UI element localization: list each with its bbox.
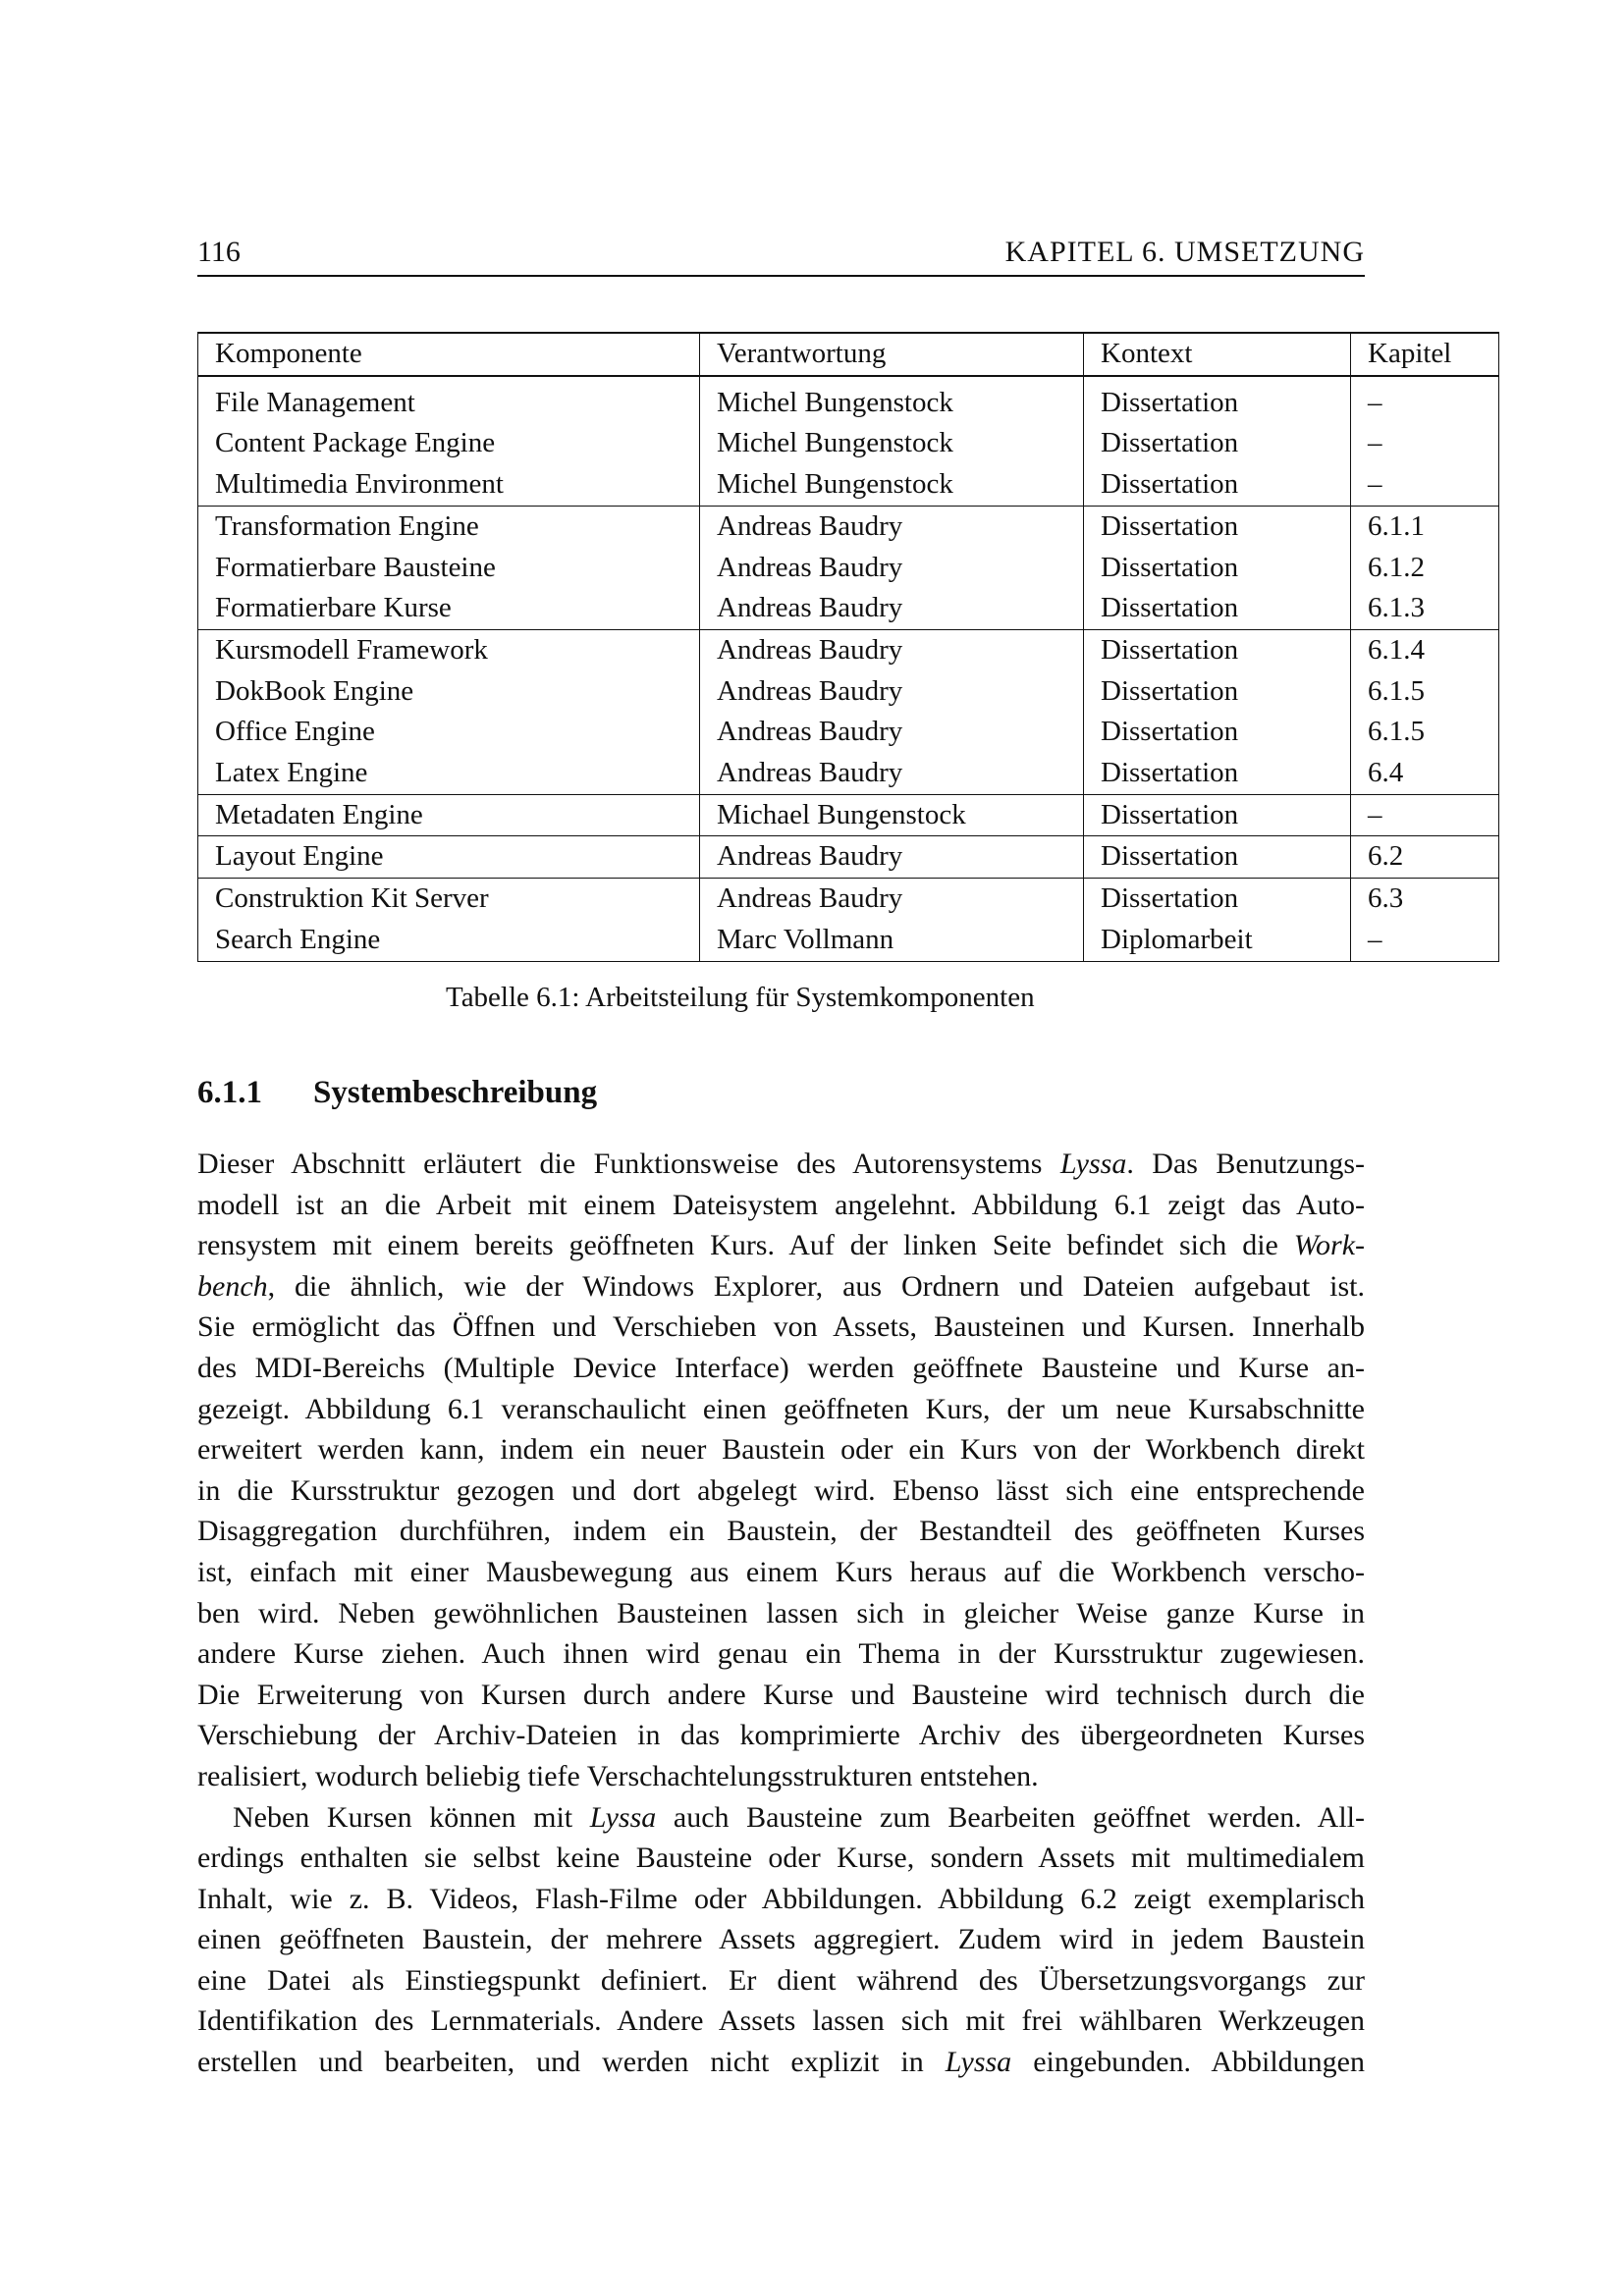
- text-line: ist, einfach mit einer Mausbewegung aus einem Kurs heraus auf die Workbench verscho-: [197, 1555, 1365, 1588]
- table-cell: Dissertation: [1084, 464, 1351, 506]
- section-number: 6.1.1: [197, 1075, 262, 1110]
- table-row: [198, 423, 1499, 464]
- table-cell: 6.1.4: [1351, 629, 1499, 670]
- table-cell: Andreas Baudry: [700, 879, 1084, 920]
- table-cell: Dissertation: [1084, 423, 1351, 464]
- table-cell: 6.2: [1351, 836, 1499, 879]
- table-cell: 6.1.1: [1351, 506, 1499, 547]
- table-cell: Michel Bungenstock: [700, 376, 1084, 424]
- text-line: eine Datei als Einstiegspunkt definiert. Er dient während des Übersetzungsvorgangs zur: [197, 1963, 1365, 1997]
- table-cell: 6.1.5: [1351, 712, 1499, 753]
- table-cell: Dissertation: [1084, 794, 1351, 836]
- column-header: Kontext: [1084, 333, 1351, 376]
- table-cell: Kursmodell Framework: [198, 629, 700, 670]
- table-cell: –: [1351, 794, 1499, 836]
- table-cell: DokBook Engine: [198, 671, 700, 713]
- table-cell: Search Engine: [198, 920, 700, 961]
- table-cell: –: [1351, 376, 1499, 424]
- table-cell: Andreas Baudry: [700, 588, 1084, 629]
- table-row: [198, 506, 1499, 547]
- table-cell: Andreas Baudry: [700, 671, 1084, 713]
- table-cell: Andreas Baudry: [700, 629, 1084, 670]
- table-cell: Construktion Kit Server: [198, 879, 700, 920]
- table-cell: Transformation Engine: [198, 506, 700, 547]
- table-cell: Dissertation: [1084, 629, 1351, 670]
- text-line: des MDI-Bereichs (Multiple Device Interface) werden geöffnete Bausteine und Kurse an-: [197, 1351, 1365, 1384]
- paragraph: [197, 1144, 1365, 1797]
- components-table: [197, 332, 1499, 962]
- column-header: Komponente: [198, 333, 700, 376]
- table-cell: Michael Bungenstock: [700, 794, 1084, 836]
- table-cell: Dissertation: [1084, 671, 1351, 713]
- text-line: erdings enthalten sie selbst keine Bausteine oder Kurse, sondern Assets mit multimedialem: [197, 1842, 1365, 1875]
- table-row: [198, 712, 1499, 753]
- table-cell: Andreas Baudry: [700, 506, 1084, 547]
- text-line: gezeigt. Abbildung 6.1 veranschaulicht einen geöffneten Kurs, der um neue Kursabschnitte: [197, 1392, 1365, 1425]
- table-cell: Michel Bungenstock: [700, 464, 1084, 506]
- table-cell: Dissertation: [1084, 879, 1351, 920]
- table-row: [198, 836, 1499, 879]
- text-line: Neben Kursen können mit Lyssa auch Bausteine zum Bearbeiten geöffnet werden. All-: [233, 1800, 1366, 1834]
- table-cell: Latex Engine: [198, 753, 700, 794]
- table-cell: 6.1.3: [1351, 588, 1499, 629]
- table-cell: Michel Bungenstock: [700, 423, 1084, 464]
- text-line: Disaggregation durchführen, indem ein Baustein, der Bestandteil des geöffneten Kurses: [197, 1515, 1365, 1548]
- text-line: Verschiebung der Archiv-Dateien in das komprimierte Archiv des übergeordneten Kurses: [197, 1719, 1365, 1752]
- table-cell: Andreas Baudry: [700, 712, 1084, 753]
- table-cell: Marc Vollmann: [700, 920, 1084, 961]
- table-row: [198, 671, 1499, 713]
- text-line: erweitert werden kann, indem ein neuer Baustein oder ein Kurs von der Workbench direkt: [197, 1433, 1365, 1467]
- column-header: Verantwortung: [700, 333, 1084, 376]
- table-cell: Metadaten Engine: [198, 794, 700, 836]
- table-cell: 6.1.5: [1351, 671, 1499, 713]
- section-title: Systembeschreibung: [313, 1075, 598, 1110]
- text-line: rensystem mit einem bereits geöffneten Kurs. Auf der linken Seite befindet sich die Work-: [197, 1229, 1365, 1262]
- table-cell: File Management: [198, 376, 700, 424]
- table-cell: –: [1351, 920, 1499, 961]
- table-row: [198, 376, 1499, 424]
- table-cell: 6.4: [1351, 753, 1499, 794]
- text-line: andere Kurse ziehen. Auch ihnen wird genau ein Thema in der Kursstruktur zugewiesen.: [197, 1637, 1365, 1671]
- page-number: 116: [197, 236, 241, 268]
- text-line: Identifikation des Lernmaterials. Andere Assets lassen sich mit frei wählbaren Werkzeugen: [197, 2004, 1365, 2038]
- table-cell: Dissertation: [1084, 753, 1351, 794]
- table-cell: Content Package Engine: [198, 423, 700, 464]
- section-heading: [197, 1075, 597, 1111]
- table-cell: Andreas Baudry: [700, 836, 1084, 879]
- text-line: Sie ermöglicht das Öffnen und Verschieben von Assets, Bausteinen und Kursen. Innerhalb: [197, 1310, 1365, 1344]
- table-row: [198, 753, 1499, 794]
- column-header: Kapitel: [1351, 333, 1499, 376]
- table-row: [198, 548, 1499, 589]
- table-cell: Formatierbare Kurse: [198, 588, 700, 629]
- table-cell: Multimedia Environment: [198, 464, 700, 506]
- table-cell: Diplomarbeit: [1084, 920, 1351, 961]
- text-line: erstellen und bearbeiten, und werden nicht explizit in Lyssa eingebunden. Abbildungen: [197, 2046, 1365, 2079]
- table-row: [198, 879, 1499, 920]
- table-row: [198, 464, 1499, 506]
- table-cell: Dissertation: [1084, 548, 1351, 589]
- table-cell: –: [1351, 423, 1499, 464]
- table-cell: Dissertation: [1084, 712, 1351, 753]
- table-cell: Andreas Baudry: [700, 753, 1084, 794]
- table-cell: Office Engine: [198, 712, 700, 753]
- body-text: [197, 1144, 1365, 2083]
- table-cell: Dissertation: [1084, 836, 1351, 879]
- text-line: bench, die ähnlich, wie der Windows Explorer, aus Ordnern und Dateien aufgebaut ist.: [197, 1269, 1365, 1303]
- paragraph: [197, 1797, 1365, 2083]
- table-row: [198, 920, 1499, 961]
- text-line: Die Erweiterung von Kursen durch andere Kurse und Bausteine wird technisch durch die: [197, 1678, 1365, 1711]
- text-line: realisiert, wodurch beliebig tiefe Verschachtelungsstrukturen entstehen.: [197, 1759, 1039, 1792]
- text-line: einen geöffneten Baustein, der mehrere Assets aggregiert. Zudem wird in jedem Baustein: [197, 1923, 1365, 1956]
- table-cell: –: [1351, 464, 1499, 506]
- running-header: [197, 236, 1365, 277]
- text-line: ben wird. Neben gewöhnlichen Bausteinen lassen sich in gleicher Weise ganze Kurse in: [197, 1596, 1365, 1629]
- text-line: Inhalt, wie z. B. Videos, Flash-Filme oder Abbildungen. Abbildung 6.2 zeigt exemplarisch: [197, 1882, 1365, 1915]
- chapter-title: KAPITEL 6. UMSETZUNG: [1004, 236, 1365, 268]
- text-line: in die Kursstruktur gezogen und dort abgelegt wird. Ebenso lässt sich eine entsprechende: [197, 1473, 1365, 1507]
- table-cell: 6.1.2: [1351, 548, 1499, 589]
- table-cell: Formatierbare Bausteine: [198, 548, 700, 589]
- table-cell: Andreas Baudry: [700, 548, 1084, 589]
- table-cell: 6.3: [1351, 879, 1499, 920]
- table-cell: Dissertation: [1084, 588, 1351, 629]
- text-line: modell ist an die Arbeit mit einem Dateisystem angelehnt. Abbildung 6.1 zeigt das Auto-: [197, 1188, 1365, 1221]
- table-row: [198, 794, 1499, 836]
- table-row: [198, 588, 1499, 629]
- table-caption: Tabelle 6.1: Arbeitsteilung für Systemkomponenten: [446, 982, 1035, 1013]
- table-row: [198, 629, 1499, 670]
- table-cell: Layout Engine: [198, 836, 700, 879]
- text-line: Dieser Abschnitt erläutert die Funktionsweise des Autorensystems Lyssa. Das Benutzungs-: [197, 1148, 1365, 1180]
- table-cell: Dissertation: [1084, 506, 1351, 547]
- table-cell: Dissertation: [1084, 376, 1351, 424]
